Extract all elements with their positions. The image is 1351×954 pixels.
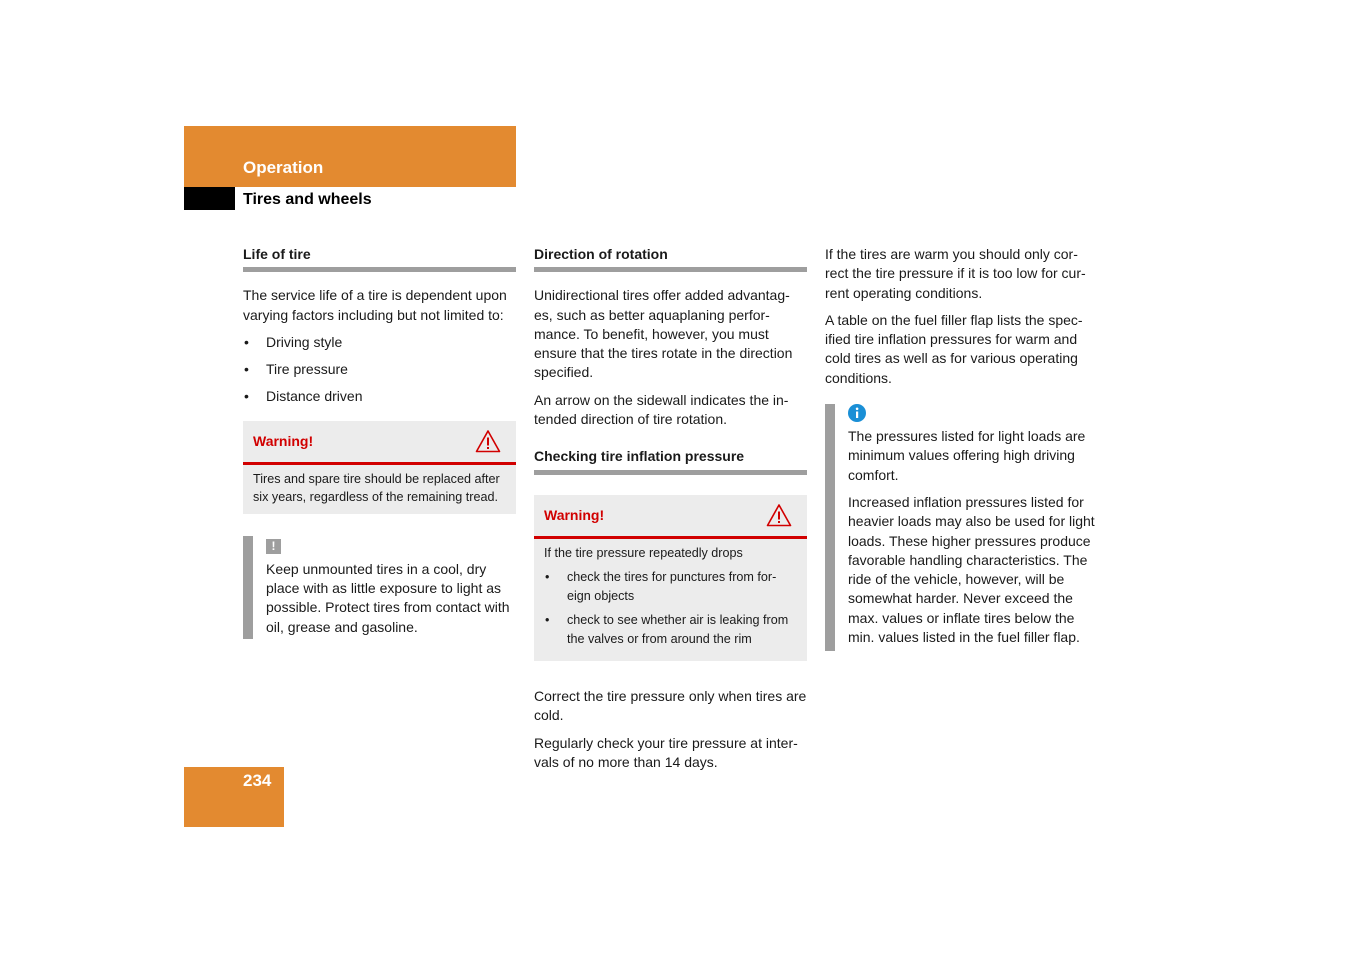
subsection-title: Tires and wheels [243,191,372,208]
fuel-flap-table-text: A table on the fuel filler flap lists the spec-ified tire inflation pressures for warm and cold tires as well as for various operating conditions. [825,311,1083,386]
warning-header [534,495,807,539]
page-number: 234 [243,771,272,790]
section-title: Operation [243,158,324,177]
exclamation-icon: ! [266,539,281,554]
warning-box-pressure [534,495,807,662]
heading-life-of-tire: Life of tire [243,245,516,272]
pressure-text-1: Correct the tire pressure only when tires are cold. [534,688,807,724]
warning-intro: If the tire pressure repeatedly drops [544,545,743,560]
warm-tires-text: If the tires are warm you should only cor-rect the tire pressure if it is too low for cur-rent operating conditions. [825,246,1086,301]
warning-triangle-icon [475,429,501,453]
note-box-storage [243,536,516,639]
info-box-pressures [825,404,1098,651]
heading-checking-pressure: Checking tire inflation pressure [534,447,807,474]
warning-title: Warning! [253,432,314,449]
info-text-1: The pressures listed for light loads are minimum values offering high driving comfort. [848,428,1086,483]
info-text-2: Increased inflation pressures listed for heavier loads may also be used for light loads. These higher pressures produce favorable handling characteristics. The ride of the vehicle, however, will be somewhat harder. Never exceed the max. values or inflate tires below the min. values listed in the fuel filler flap. [848,493,1095,646]
life-intro-text: The service life of a tire is dependent upon varying factors including but not limited to: [243,287,507,323]
column-right [825,245,1098,651]
section-tab-marker [184,187,235,210]
warning-triangle-icon [766,503,792,527]
column-left [243,245,516,639]
column-middle [534,245,807,780]
warning-header [243,421,516,465]
list-item: • Distance driven [243,387,516,406]
rotation-text-2: An arrow on the sidewall indicates the in-tended direction of tire rotation. [534,391,789,428]
note-text: Keep unmounted tires in a cool, dry place with as little exposure to light as possible. Protect tires from contact with oil, grease and gasoline. [266,560,510,635]
list-item: • Driving style [243,333,516,352]
warning-box-tire-age [243,421,516,514]
heading-direction-of-rotation: Direction of rotation [534,245,807,272]
rotation-text-1: Unidirectional tires offer added advantag-es, such as better aquaplaning perfor-mance. To benefit, however, you must ensure that the tires rotate in the direction specified. [534,287,793,381]
list-item: • check to see whether air is leaking from the valves or from around the rim [544,611,799,648]
list-item: • check the tires for punctures from for-eign objects [544,568,799,605]
warning-body [534,539,807,662]
factor-list [243,333,516,407]
warning-body: Tires and spare tire should be replaced after six years, regardless of the remaining tread. [253,471,500,505]
warning-list [544,568,799,648]
list-item: • Tire pressure [243,360,516,379]
header-bar [184,126,516,187]
warning-title: Warning! [544,506,605,523]
pressure-text-2: Regularly check your tire pressure at inter-vals of no more than 14 days. [534,734,798,771]
info-icon [848,404,866,422]
